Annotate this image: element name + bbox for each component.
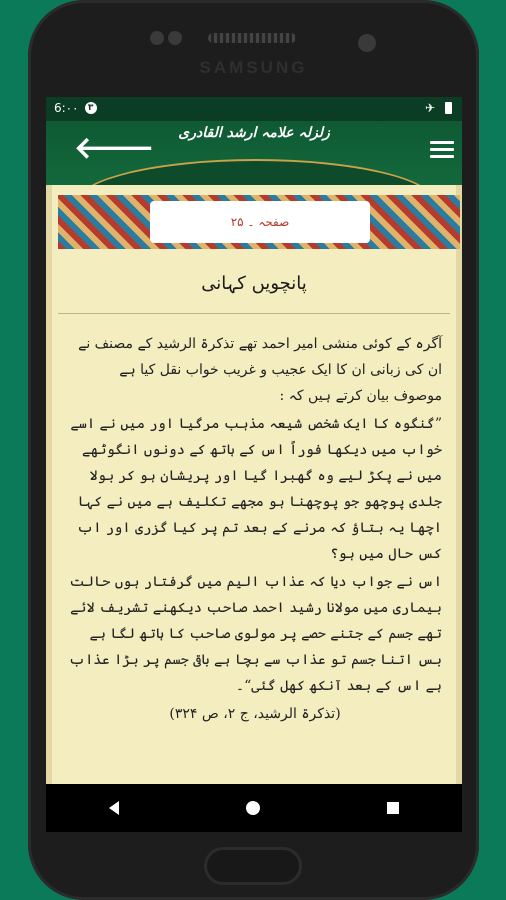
menu-button[interactable] (430, 141, 454, 159)
paragraph: آگرہ کے کوئی منشی امیر احمد تھے تذکرۃ الرشید کے مصنف نے ان کی زبانی ان کا ایک عجیب و غریب خواب نقل کیا ہے موصوف بیان کرتے ہیں کہ : (78, 336, 442, 404)
device-brand: SAMSUNG (199, 58, 308, 77)
front-camera-icon (358, 34, 376, 52)
nav-back-icon[interactable] (109, 801, 119, 815)
heading-divider (58, 313, 450, 314)
hamburger-icon (430, 148, 454, 151)
story-heading: پانچویں کہانی (201, 273, 307, 294)
sensor-icon (168, 31, 182, 45)
airplane-icon: ✈ (424, 101, 435, 115)
status-time: 6:۰۰ (54, 101, 79, 115)
reference-line: (تذکرۃ الرشید، ج ۲، ص ۳۲۴) (169, 706, 341, 722)
sensor-icon (150, 31, 164, 45)
nav-recents-icon[interactable] (387, 802, 399, 814)
app-title: زلزلہ علامہ ارشد القادری (178, 125, 330, 141)
page-number-label: صفحہ ۔ ۲۵ (150, 201, 370, 243)
notification-badge: ۳ (85, 102, 97, 114)
paragraph: اس نے جواب دیا کہ عذاب الیم میں گرفتار ہوں حالت بیماری میں مولانا رشید احمد صاحب دیکھنے تشریف لائے تھے جسم کے جتنے حصے پر مولوی صاحب کا ہاتھ لگا ہے بس اتنا جسم تو عذاب سے بچا ہے باقی جسم پر بڑا عذاب ہے اس کے بعد آنکھ کھل گئی“۔ (68, 574, 442, 694)
android-nav-bar (46, 784, 462, 832)
nav-home-icon[interactable] (246, 801, 260, 815)
earpiece-speaker (208, 33, 296, 43)
hamburger-icon (430, 141, 454, 144)
physical-home-button[interactable] (204, 847, 302, 885)
status-bar (46, 97, 462, 121)
page-banner (58, 195, 460, 249)
hamburger-icon (430, 155, 454, 158)
app-screen (46, 97, 462, 784)
battery-icon (445, 102, 452, 114)
app-header (46, 121, 462, 185)
paragraph: ”گنگوہ کا ایک شخص شیعہ مذہب مرگیا اور میں نے اسے خواب میں دیکھا فوراً اس کے ہاتھ کے دونوں انگوٹھے میں نے پکڑ لیے وہ گھبرا گیا اور پریشان ہو کر بولا جلدی پوچھو جو پوچھنا ہو مجھے تکلیف ہے میں نے کہا اچھا یہ بتاؤ کہ مرنے کے بعد تم پر کیا گزری اور اب کس حال میں ہو؟ (70, 416, 442, 562)
story-body (68, 331, 442, 729)
back-arrow-button[interactable]: 🡐 (74, 131, 155, 166)
book-page (46, 185, 462, 784)
